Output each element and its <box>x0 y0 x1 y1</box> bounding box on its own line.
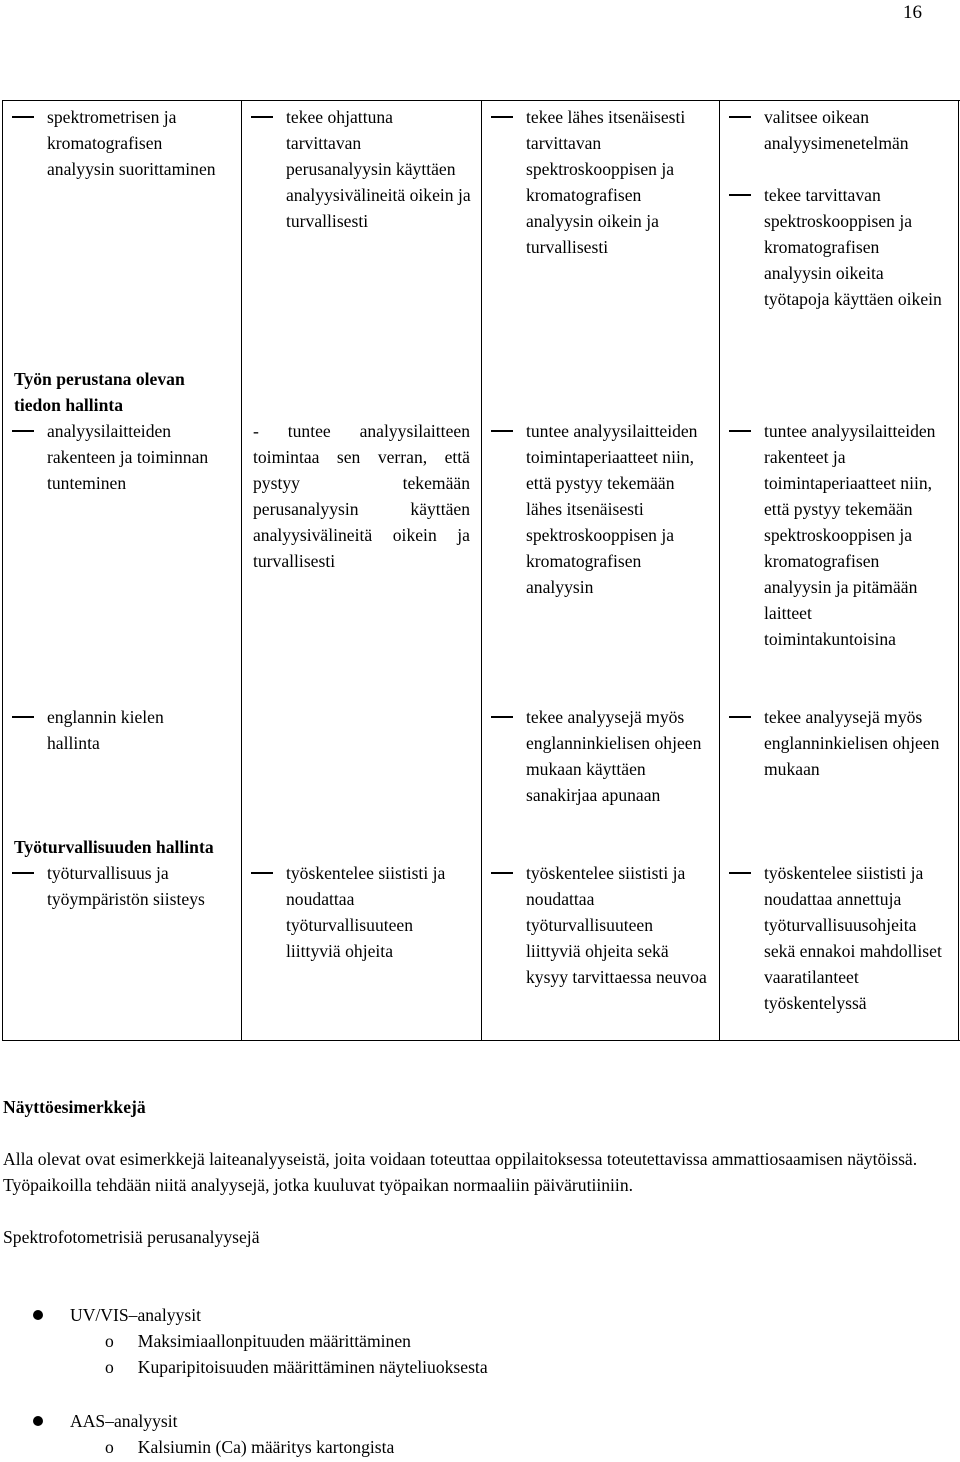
cell-r2-c4 <box>719 418 946 652</box>
cell-r1-c4 <box>719 104 946 312</box>
sub-list-item <box>105 1434 394 1460</box>
criterion-item: englannin kielen hallinta <box>2 704 216 756</box>
criterion-item: tuntee analyysilaitteiden toimintaperiaatteet niin, että pystyy tekemään lähes itsenäisesti spektroskooppisen ja kromatografisen analyysin <box>481 418 707 600</box>
page-number: 16 <box>903 2 922 23</box>
cell-r4-c4 <box>719 860 946 1016</box>
sub-marker: o <box>105 1357 114 1377</box>
criterion-item: tekee tarvittavan spektroskooppisen ja kromatografisen analyysin oikeita työtapoja käyttäen oikein <box>719 182 946 312</box>
criterion-item: työskentelee siististi ja noudattaa annettuja työturvallisuusohjeita sekä ennakoi mahdolliset vaaratilanteet työskentelyssä <box>719 860 946 1016</box>
examples-section <box>3 1094 948 1250</box>
sub-list-item <box>105 1354 488 1380</box>
sub-marker: o <box>105 1331 114 1351</box>
criterion-item: tekee ohjattuna tarvittavan perusanalyysin käyttäen analyysivälineitä oikein ja turvallisesti <box>241 104 471 234</box>
criterion-item: työskentelee siististi ja noudattaa työturvallisuuteen liittyviä ohjeita sekä kysyy tarvittaessa neuvoa <box>481 860 707 990</box>
list-item-label: UV/VIS–analyysit <box>70 1305 201 1325</box>
cell-r2-c2 <box>241 418 470 574</box>
cell-r3-c3 <box>481 704 707 808</box>
section-heading: Näyttöesimerkkejä <box>3 1097 146 1117</box>
criterion-item: - tuntee analyysilaitteen toimintaa sen verran, että pystyy tekemään perusanalyysin käyttäen analyysivälineitä oikein ja turvallisesti <box>253 421 470 571</box>
row-heading: Työn perustana olevan tiedon hallinta <box>14 369 185 415</box>
cell-r2-c3 <box>481 418 707 600</box>
criterion-item: tekee analyysejä myös englanninkielisen ohjeen mukaan käyttäen sanakirjaa apunaan <box>481 704 707 808</box>
sub-item-label: Maksimiaallonpituuden määrittäminen <box>137 1331 411 1351</box>
cell-r1-c1 <box>2 104 216 182</box>
row-heading: Työturvallisuuden hallinta <box>14 837 214 857</box>
sub-list-item <box>105 1328 411 1354</box>
sub-item-label: Kuparipitoisuuden määrittäminen näyteliuoksesta <box>137 1357 488 1377</box>
cell-r3-c4 <box>719 704 946 782</box>
criterion-item: työskentelee siististi ja noudattaa työturvallisuuteen liittyviä ohjeita <box>241 860 467 964</box>
cell-r3-c1 <box>2 704 216 756</box>
table-border-right <box>958 100 959 1041</box>
criterion-item: työturvallisuus ja työympäristön siisteys <box>2 860 216 912</box>
sub-marker: o <box>105 1437 114 1457</box>
cell-r1-c2 <box>241 104 471 234</box>
criterion-item: valitsee oikean analyysimenetelmän <box>719 104 946 156</box>
bullet-dot <box>33 1310 43 1320</box>
criterion-item: tekee analyysejä myös englanninkielisen ohjeen mukaan <box>719 704 946 782</box>
list-item <box>70 1408 178 1434</box>
intro-paragraph: Alla olevat ovat esimerkkejä laiteanalyyseistä, joita voidaan toteuttaa oppilaitoksessa toteutettavissa ammattiosaamisen näytöissä. Työpaikoilla tehdään niitä analyysejä, jotka kuuluvat työpaikan normaaliin päivärutiiniin. <box>3 1149 918 1195</box>
cell-r1-c3 <box>481 104 707 260</box>
criterion-item: spektrometrisen ja kromatografisen analyysin suorittaminen <box>2 104 216 182</box>
criterion-item: analyysilaitteiden rakenteen ja toiminnan tunteminen <box>2 418 216 496</box>
criterion-item: tuntee analyysilaitteiden rakenteet ja toimintaperiaatteet niin, että pystyy tekemään spektroskooppisen ja kromatografisen analyysin ja pitämään laitteet toimintakuntoisina <box>719 418 946 652</box>
cell-r4-c1 <box>2 834 216 912</box>
criterion-item: tekee lähes itsenäisesti tarvittavan spektroskooppisen ja kromatografisen analyysin oikein ja turvallisesti <box>481 104 707 260</box>
cell-r4-c3 <box>481 860 707 990</box>
list-item <box>70 1302 201 1328</box>
cell-r4-c2 <box>241 860 467 964</box>
sub-item-label: Kalsiumin (Ca) määritys kartongista <box>137 1437 395 1457</box>
list-item-label: AAS–analyysit <box>70 1411 178 1431</box>
subheading: Spektrofotometrisiä perusanalyysejä <box>3 1227 260 1247</box>
cell-r2-c1 <box>2 366 216 496</box>
bullet-dot <box>33 1416 43 1426</box>
